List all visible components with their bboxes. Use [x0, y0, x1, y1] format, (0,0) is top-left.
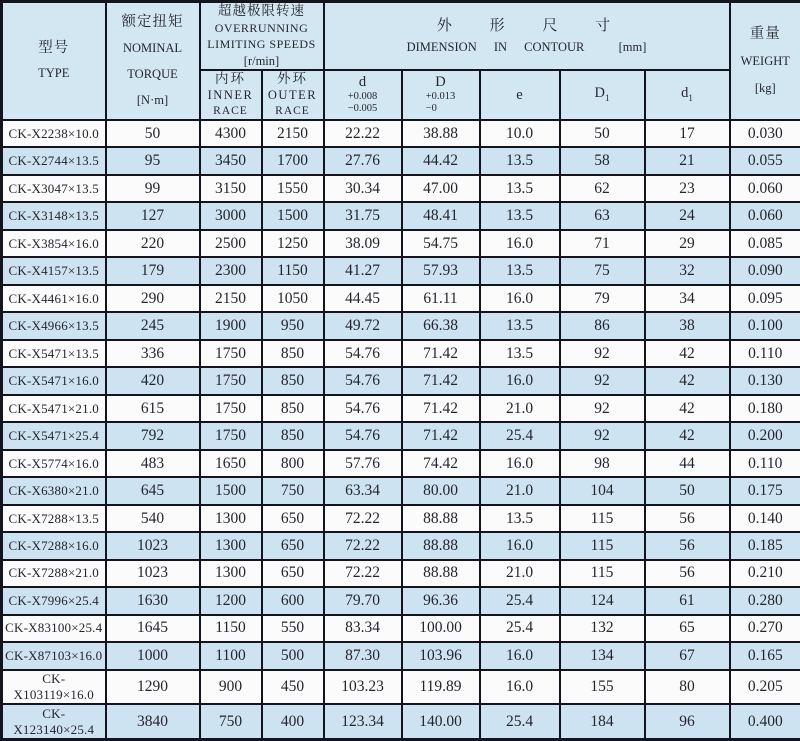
d1-label: $d_1$ — [681, 84, 693, 103]
cell-outer-race-speed: 800 — [262, 450, 324, 477]
cell-D1: 92 — [560, 340, 645, 367]
cell-type: CK-X5471×21.0 — [2, 395, 106, 422]
cell-e: 10.0 — [480, 120, 560, 147]
dimension-label-zh: 外 形 尺 寸 — [436, 18, 617, 34]
col-header-inner-race — [200, 70, 262, 120]
torque-label-zh: 额定扭矩 — [121, 14, 184, 30]
cell-d: 30.34 — [324, 175, 402, 202]
cell-type: CK-X7288×16.0 — [2, 532, 106, 559]
cell-d: 57.76 — [324, 450, 402, 477]
cell-torque: 290 — [106, 285, 200, 312]
cell-weight: 0.060 — [730, 175, 800, 202]
cell-e: 13.5 — [480, 505, 560, 532]
cell-d: 49.72 — [324, 312, 402, 339]
table-row — [2, 615, 800, 642]
cell-inner-race-speed: 1200 — [200, 587, 262, 614]
cell-weight: 0.055 — [730, 147, 800, 174]
cell-inner-race-speed: 3150 — [200, 175, 262, 202]
cell-D: 71.42 — [402, 340, 480, 367]
cell-e: 16.0 — [480, 670, 560, 705]
cell-type: CK-X3854×16.0 — [2, 230, 106, 257]
cell-D: 54.75 — [402, 230, 480, 257]
cell-inner-race-speed: 3000 — [200, 202, 262, 229]
cell-d: 38.09 — [324, 230, 402, 257]
cell-d1: 96 — [645, 704, 730, 739]
cell-D: 140.00 — [402, 704, 480, 739]
cell-D: 103.96 — [402, 642, 480, 669]
table-row — [2, 642, 800, 669]
cell-type: CK-X83100×25.4 — [2, 615, 106, 642]
cell-d1: 42 — [645, 422, 730, 449]
cell-D: 88.88 — [402, 532, 480, 559]
cell-e: 13.5 — [480, 257, 560, 284]
cell-weight: 0.205 — [730, 670, 800, 705]
inner-race-en2: RACE — [213, 105, 248, 117]
cell-d1: 56 — [645, 532, 730, 559]
d-label: d — [358, 74, 367, 90]
table-row — [2, 340, 800, 367]
cell-inner-race-speed: 2300 — [200, 257, 262, 284]
table-row — [2, 450, 800, 477]
cell-inner-race-speed: 900 — [200, 670, 262, 705]
cell-d1: 32 — [645, 257, 730, 284]
col-header-speeds — [200, 2, 324, 71]
cell-torque: 1023 — [106, 532, 200, 559]
table-row — [2, 285, 800, 312]
cell-d: 79.70 — [324, 587, 402, 614]
cell-D: 80.00 — [402, 477, 480, 504]
cell-D: 100.00 — [402, 615, 480, 642]
cell-outer-race-speed: 850 — [262, 367, 324, 394]
col-header-outer-race — [262, 70, 324, 120]
speeds-label-en2: LIMITING SPEEDS — [207, 37, 316, 51]
col-header-e — [480, 70, 560, 120]
cell-D: 61.11 — [402, 285, 480, 312]
cell-e: 13.5 — [480, 147, 560, 174]
cell-outer-race-speed: 450 — [262, 670, 324, 705]
cell-weight: 0.140 — [730, 505, 800, 532]
cell-type: CK-X5471×16.0 — [2, 367, 106, 394]
cell-D: 44.42 — [402, 147, 480, 174]
cell-weight: 0.110 — [730, 340, 800, 367]
cell-d1: 67 — [645, 642, 730, 669]
cell-weight: 0.060 — [730, 202, 800, 229]
cell-D: 88.88 — [402, 505, 480, 532]
cell-d1: 38 — [645, 312, 730, 339]
cell-D: 71.42 — [402, 395, 480, 422]
cell-d1: 17 — [645, 120, 730, 147]
cell-type: CK-X5471×13.5 — [2, 340, 106, 367]
table-row — [2, 422, 800, 449]
cell-type: CK-X5471×25.4 — [2, 422, 106, 449]
cell-weight: 0.185 — [730, 532, 800, 559]
cell-D: 66.38 — [402, 312, 480, 339]
cell-weight: 0.110 — [730, 450, 800, 477]
speeds-label-en1: OVERRUNNING — [214, 20, 309, 35]
cell-torque: 3840 — [106, 704, 200, 739]
cell-D1: 50 — [560, 120, 645, 147]
D-tolerance: +0.013 −0 — [425, 91, 456, 114]
cell-inner-race-speed: 1300 — [200, 505, 262, 532]
cell-e: 25.4 — [480, 422, 560, 449]
cell-d1: 44 — [645, 450, 730, 477]
cell-torque: 127 — [106, 202, 200, 229]
cell-type: CK-X5774×16.0 — [2, 450, 106, 477]
cell-outer-race-speed: 500 — [262, 642, 324, 669]
cell-d: 41.27 — [324, 257, 402, 284]
cell-D: 96.36 — [402, 587, 480, 614]
cell-torque: 95 — [106, 147, 200, 174]
cell-type: CK-X7288×13.5 — [2, 505, 106, 532]
cell-weight: 0.090 — [730, 257, 800, 284]
cell-e: 25.4 — [480, 587, 560, 614]
torque-label-en2: TORQUE — [127, 67, 178, 81]
weight-unit: [kg] — [754, 80, 776, 95]
cell-d: 72.22 — [324, 505, 402, 532]
table-row — [2, 477, 800, 504]
cell-outer-race-speed: 850 — [262, 395, 324, 422]
cell-weight: 0.085 — [730, 230, 800, 257]
table-row — [2, 367, 800, 394]
cell-type: CK-X4461×16.0 — [2, 285, 106, 312]
cell-D: 38.88 — [402, 120, 480, 147]
cell-D1: 79 — [560, 285, 645, 312]
cell-d1: 56 — [645, 560, 730, 587]
table-body — [2, 120, 800, 740]
cell-e: 13.5 — [480, 175, 560, 202]
cell-d1: 42 — [645, 340, 730, 367]
cell-outer-race-speed: 400 — [262, 704, 324, 739]
table-row — [2, 120, 800, 147]
cell-torque: 1023 — [106, 560, 200, 587]
cell-torque: 615 — [106, 395, 200, 422]
cell-inner-race-speed: 1300 — [200, 532, 262, 559]
cell-outer-race-speed: 1700 — [262, 147, 324, 174]
cell-inner-race-speed: 1750 — [200, 367, 262, 394]
cell-weight: 0.175 — [730, 477, 800, 504]
cell-inner-race-speed: 1750 — [200, 422, 262, 449]
col-header-torque — [106, 2, 200, 121]
cell-outer-race-speed: 1550 — [262, 175, 324, 202]
cell-d: 22.22 — [324, 120, 402, 147]
cell-d1: 42 — [645, 395, 730, 422]
cell-weight: 0.200 — [730, 422, 800, 449]
outer-race-zh: 外环 — [277, 71, 308, 86]
cell-D: 71.42 — [402, 367, 480, 394]
table-header — [2, 2, 800, 121]
table-row — [2, 175, 800, 202]
cell-d: 27.76 — [324, 147, 402, 174]
cell-e: 13.5 — [480, 202, 560, 229]
cell-d: 87.30 — [324, 642, 402, 669]
cell-outer-race-speed: 650 — [262, 532, 324, 559]
cell-torque: 179 — [106, 257, 200, 284]
weight-label-zh: 重量 — [749, 25, 781, 42]
speeds-unit: [r/min] — [243, 53, 280, 68]
cell-outer-race-speed: 1500 — [262, 202, 324, 229]
cell-d: 54.76 — [324, 395, 402, 422]
cell-inner-race-speed: 1150 — [200, 615, 262, 642]
col-header-weight — [730, 2, 800, 121]
D1-label: $D_1$ — [594, 84, 610, 103]
cell-torque: 1630 — [106, 587, 200, 614]
cell-e: 16.0 — [480, 285, 560, 312]
col-header-dimension — [324, 2, 730, 71]
cell-torque: 792 — [106, 422, 200, 449]
col-header-D1 — [560, 70, 645, 120]
table-row — [2, 230, 800, 257]
cell-outer-race-speed: 750 — [262, 477, 324, 504]
cell-D1: 86 — [560, 312, 645, 339]
cell-inner-race-speed: 2500 — [200, 230, 262, 257]
cell-D1: 155 — [560, 670, 645, 705]
cell-d: 63.34 — [324, 477, 402, 504]
cell-e: 21.0 — [480, 477, 560, 504]
cell-d1: 24 — [645, 202, 730, 229]
cell-d1: 23 — [645, 175, 730, 202]
cell-d1: 34 — [645, 285, 730, 312]
table-row — [2, 560, 800, 587]
cell-D: 57.93 — [402, 257, 480, 284]
cell-type: CK-X4966×13.5 — [2, 312, 106, 339]
inner-race-zh: 内环 — [215, 71, 246, 86]
cell-D1: 62 — [560, 175, 645, 202]
dimension-unit: [mm] — [618, 40, 647, 54]
cell-D1: 92 — [560, 422, 645, 449]
cell-D1: 92 — [560, 395, 645, 422]
cell-D1: 63 — [560, 202, 645, 229]
cell-outer-race-speed: 850 — [262, 422, 324, 449]
cell-type: CK-X4157×13.5 — [2, 257, 106, 284]
cell-d: 72.22 — [324, 532, 402, 559]
cell-e: 21.0 — [480, 395, 560, 422]
cell-torque: 645 — [106, 477, 200, 504]
table-row — [2, 704, 800, 739]
cell-inner-race-speed: 4300 — [200, 120, 262, 147]
cell-D1: 98 — [560, 450, 645, 477]
cell-inner-race-speed: 3450 — [200, 147, 262, 174]
cell-torque: 336 — [106, 340, 200, 367]
cell-outer-race-speed: 850 — [262, 340, 324, 367]
cell-outer-race-speed: 550 — [262, 615, 324, 642]
cell-weight: 0.400 — [730, 704, 800, 739]
inner-race-en1: INNER — [207, 88, 254, 102]
cell-type: CK-X123140×25.4 — [2, 704, 106, 739]
cell-inner-race-speed: 1750 — [200, 340, 262, 367]
col-header-d1 — [645, 70, 730, 120]
cell-D: 119.89 — [402, 670, 480, 705]
cell-e: 16.0 — [480, 642, 560, 669]
cell-d1: 50 — [645, 477, 730, 504]
speeds-label-zh: 超越极限转速 — [218, 3, 305, 18]
cell-outer-race-speed: 1150 — [262, 257, 324, 284]
cell-weight: 0.280 — [730, 587, 800, 614]
cell-e: 21.0 — [480, 560, 560, 587]
cell-inner-race-speed: 1500 — [200, 477, 262, 504]
cell-d1: 29 — [645, 230, 730, 257]
table-row — [2, 532, 800, 559]
cell-d: 54.76 — [324, 340, 402, 367]
cell-e: 13.5 — [480, 340, 560, 367]
cell-D1: 184 — [560, 704, 645, 739]
cell-torque: 220 — [106, 230, 200, 257]
cell-outer-race-speed: 1250 — [262, 230, 324, 257]
D-label: D — [435, 74, 446, 90]
col-header-type — [2, 2, 106, 121]
cell-type: CK-X87103×16.0 — [2, 642, 106, 669]
cell-D1: 115 — [560, 505, 645, 532]
cell-outer-race-speed: 650 — [262, 560, 324, 587]
cell-D1: 115 — [560, 560, 645, 587]
cell-D1: 124 — [560, 587, 645, 614]
table-row — [2, 670, 800, 705]
cell-d1: 65 — [645, 615, 730, 642]
table-row — [2, 202, 800, 229]
cell-inner-race-speed: 1100 — [200, 642, 262, 669]
weight-label-en: WEIGHT — [740, 53, 790, 68]
cell-D1: 75 — [560, 257, 645, 284]
cell-outer-race-speed: 950 — [262, 312, 324, 339]
cell-type: CK-X3047×13.5 — [2, 175, 106, 202]
cell-type: CK-X103119×16.0 — [2, 670, 106, 705]
cell-d: 54.76 — [324, 422, 402, 449]
cell-d1: 42 — [645, 367, 730, 394]
cell-torque: 50 — [106, 120, 200, 147]
cell-inner-race-speed: 1750 — [200, 395, 262, 422]
cell-d: 103.23 — [324, 670, 402, 705]
cell-d: 44.45 — [324, 285, 402, 312]
cell-d1: 61 — [645, 587, 730, 614]
cell-weight: 0.100 — [730, 312, 800, 339]
cell-e: 25.4 — [480, 615, 560, 642]
cell-torque: 540 — [106, 505, 200, 532]
cell-type: CK-X2744×13.5 — [2, 147, 106, 174]
cell-d: 83.34 — [324, 615, 402, 642]
cell-weight: 0.180 — [730, 395, 800, 422]
cell-torque: 1000 — [106, 642, 200, 669]
outer-race-en2: RACE — [275, 105, 310, 117]
cell-d: 31.75 — [324, 202, 402, 229]
table-row — [2, 147, 800, 174]
cell-e: 13.5 — [480, 312, 560, 339]
cell-inner-race-speed: 2150 — [200, 285, 262, 312]
cell-weight: 0.030 — [730, 120, 800, 147]
cell-outer-race-speed: 1050 — [262, 285, 324, 312]
cell-type: CK-X2238×10.0 — [2, 120, 106, 147]
table-row — [2, 587, 800, 614]
cell-D: 47.00 — [402, 175, 480, 202]
cell-outer-race-speed: 2150 — [262, 120, 324, 147]
cell-inner-race-speed: 1300 — [200, 560, 262, 587]
cell-torque: 99 — [106, 175, 200, 202]
dimension-label-en: DIMENSION IN CONTOUR [mm] — [406, 40, 647, 54]
cell-e: 16.0 — [480, 450, 560, 477]
cell-weight: 0.165 — [730, 642, 800, 669]
outer-race-en1: OUTER — [267, 88, 318, 102]
cell-torque: 420 — [106, 367, 200, 394]
cell-d: 54.76 — [324, 367, 402, 394]
col-header-d — [324, 70, 402, 120]
cell-D1: 132 — [560, 615, 645, 642]
cell-type: CK-X3148×13.5 — [2, 202, 106, 229]
cell-d1: 56 — [645, 505, 730, 532]
cell-D: 88.88 — [402, 560, 480, 587]
cell-e: 16.0 — [480, 532, 560, 559]
type-label-zh: 型号 — [38, 40, 70, 56]
cell-D1: 71 — [560, 230, 645, 257]
cell-d1: 80 — [645, 670, 730, 705]
cell-outer-race-speed: 600 — [262, 587, 324, 614]
cell-d: 72.22 — [324, 560, 402, 587]
e-label: e — [516, 86, 523, 103]
table-row — [2, 505, 800, 532]
type-label-en: TYPE — [38, 66, 70, 80]
cell-torque: 483 — [106, 450, 200, 477]
table-row — [2, 312, 800, 339]
cell-outer-race-speed: 650 — [262, 505, 324, 532]
cell-e: 25.4 — [480, 704, 560, 739]
cell-type: CK-X6380×21.0 — [2, 477, 106, 504]
d-tolerance: +0.008 −0.005 — [347, 91, 378, 114]
cell-d: 123.34 — [324, 704, 402, 739]
cell-weight: 0.130 — [730, 367, 800, 394]
cell-torque: 1645 — [106, 615, 200, 642]
cell-weight: 0.270 — [730, 615, 800, 642]
cell-inner-race-speed: 1650 — [200, 450, 262, 477]
torque-label-en1: NOMINAL — [122, 41, 183, 55]
cell-weight: 0.095 — [730, 285, 800, 312]
cell-d1: 21 — [645, 147, 730, 174]
cell-inner-race-speed: 1900 — [200, 312, 262, 339]
cell-e: 16.0 — [480, 230, 560, 257]
cell-D1: 92 — [560, 367, 645, 394]
cell-D1: 58 — [560, 147, 645, 174]
cell-D1: 104 — [560, 477, 645, 504]
cell-D: 74.42 — [402, 450, 480, 477]
cell-weight: 0.210 — [730, 560, 800, 587]
cell-type: CK-X7996×25.4 — [2, 587, 106, 614]
cell-inner-race-speed: 750 — [200, 704, 262, 739]
table-row — [2, 257, 800, 284]
torque-unit: [N·m] — [136, 93, 169, 107]
cell-D: 48.41 — [402, 202, 480, 229]
table-row — [2, 395, 800, 422]
cell-D1: 115 — [560, 532, 645, 559]
cell-e: 16.0 — [480, 367, 560, 394]
cell-torque: 245 — [106, 312, 200, 339]
cell-D: 71.42 — [402, 422, 480, 449]
col-header-D — [402, 70, 480, 120]
cell-D1: 134 — [560, 642, 645, 669]
cell-type: CK-X7288×21.0 — [2, 560, 106, 587]
cell-torque: 1290 — [106, 670, 200, 705]
